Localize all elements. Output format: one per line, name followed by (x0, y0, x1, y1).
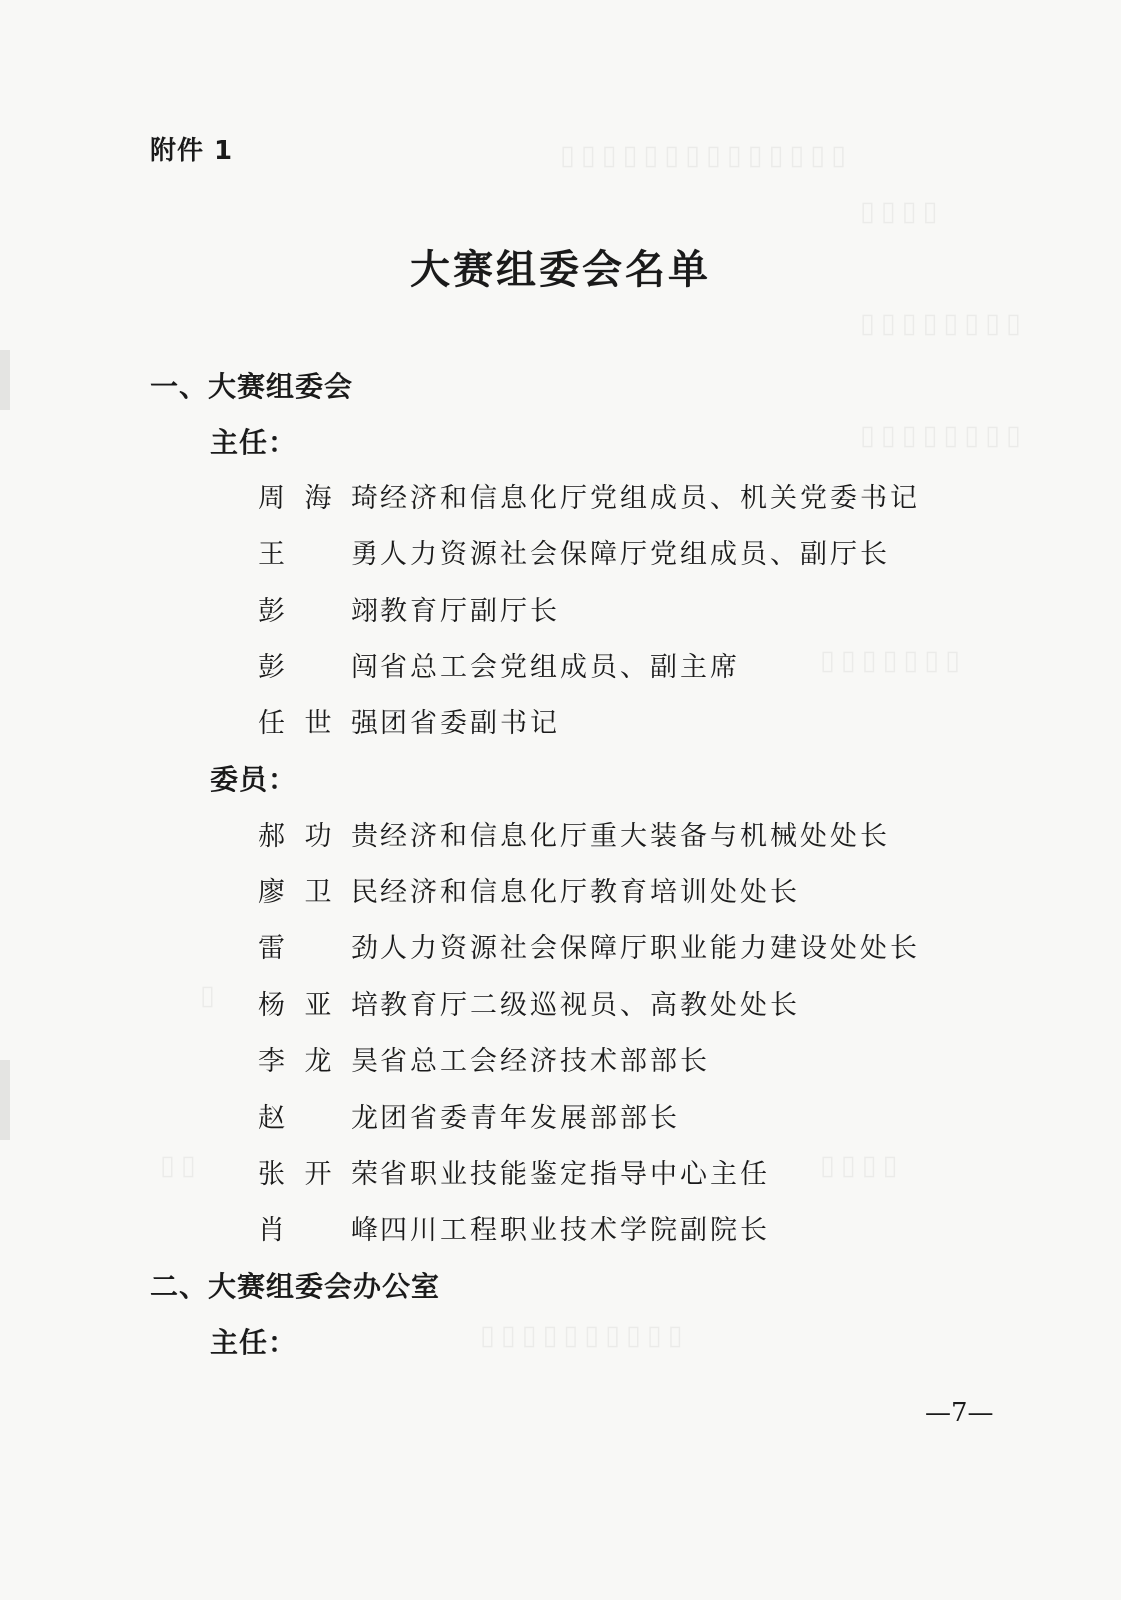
member-row (258, 1152, 770, 1192)
member-title: 四川工程职业技术学院副院长 (380, 1215, 770, 1246)
scan-edge-mark (0, 350, 10, 410)
document-title: 大赛组委会名单 (410, 246, 711, 293)
bleed-through-decoration: ▯▯▯▯▯▯▯ (820, 645, 967, 676)
member-row (258, 983, 800, 1023)
member-row (258, 814, 890, 854)
member-title: 经济和信息化厅党组成员、机关党委书记 (380, 483, 920, 514)
bleed-through-decoration: ▯▯▯▯▯▯▯▯▯▯ (480, 1320, 689, 1351)
member-title: 团省委副书记 (380, 708, 560, 739)
bleed-through-decoration: ▯▯▯▯▯▯▯▯▯▯▯▯▯▯ (560, 140, 853, 171)
member-row (258, 532, 890, 572)
member-row (258, 701, 560, 741)
member-name: 赵 龙 (258, 1103, 380, 1134)
bleed-through-decoration: ▯▯▯▯▯▯▯▯ (860, 308, 1027, 339)
bleed-through-decoration: ▯▯▯▯ (860, 196, 944, 227)
member-name: 雷 劲 (258, 933, 380, 964)
member-title: 省总工会党组成员、副主席 (380, 652, 740, 683)
member-title: 教育厅二级巡视员、高教处处长 (380, 990, 800, 1021)
scan-edge-mark (0, 1060, 10, 1140)
member-row (258, 476, 920, 516)
bleed-through-decoration: ▯ (200, 980, 221, 1011)
member-name: 杨亚培 (258, 990, 380, 1021)
member-row (258, 870, 800, 910)
page-number: —7— (925, 1398, 994, 1428)
member-title: 团省委青年发展部部长 (380, 1103, 680, 1134)
bleed-through-decoration: ▯▯ (160, 1150, 202, 1181)
member-name: 彭 翊 (258, 596, 380, 627)
bleed-through-decoration: ▯▯▯▯▯▯▯▯ (860, 420, 1027, 451)
member-name: 廖卫民 (258, 877, 380, 908)
member-title: 省职业技能鉴定指导中心主任 (380, 1159, 770, 1190)
member-title: 人力资源社会保障厅党组成员、副厅长 (380, 539, 890, 570)
member-name: 张开荣 (258, 1159, 380, 1190)
member-row (258, 589, 560, 629)
member-row (258, 645, 740, 685)
member-name: 王 勇 (258, 539, 380, 570)
member-name: 彭 闯 (258, 652, 380, 683)
member-title: 人力资源社会保障厅职业能力建设处处长 (380, 933, 920, 964)
member-title: 经济和信息化厅重大装备与机械处处长 (380, 821, 890, 852)
member-name: 李龙昊 (258, 1046, 380, 1077)
section-heading-committee: 一、大赛组委会 (150, 370, 354, 403)
role-label-office-director: 主任： (210, 1326, 298, 1359)
member-row (258, 1208, 770, 1248)
member-name: 郝功贵 (258, 821, 380, 852)
role-label-members: 委员： (210, 763, 298, 796)
bleed-through-decoration: ▯▯▯▯ (820, 1150, 904, 1181)
member-name: 任世强 (258, 708, 380, 739)
member-row (258, 1096, 680, 1136)
member-row (258, 926, 920, 966)
member-title: 省总工会经济技术部部长 (380, 1046, 710, 1077)
member-title: 经济和信息化厅教育培训处处长 (380, 877, 800, 908)
attachment-label: 附件 1 (150, 136, 234, 166)
member-row (258, 1039, 710, 1079)
member-name: 肖 峰 (258, 1215, 380, 1246)
member-name: 周海琦 (258, 483, 380, 514)
role-label-director: 主任： (210, 426, 298, 459)
member-title: 教育厅副厅长 (380, 596, 560, 627)
section-heading-office: 二、大赛组委会办公室 (150, 1270, 441, 1303)
